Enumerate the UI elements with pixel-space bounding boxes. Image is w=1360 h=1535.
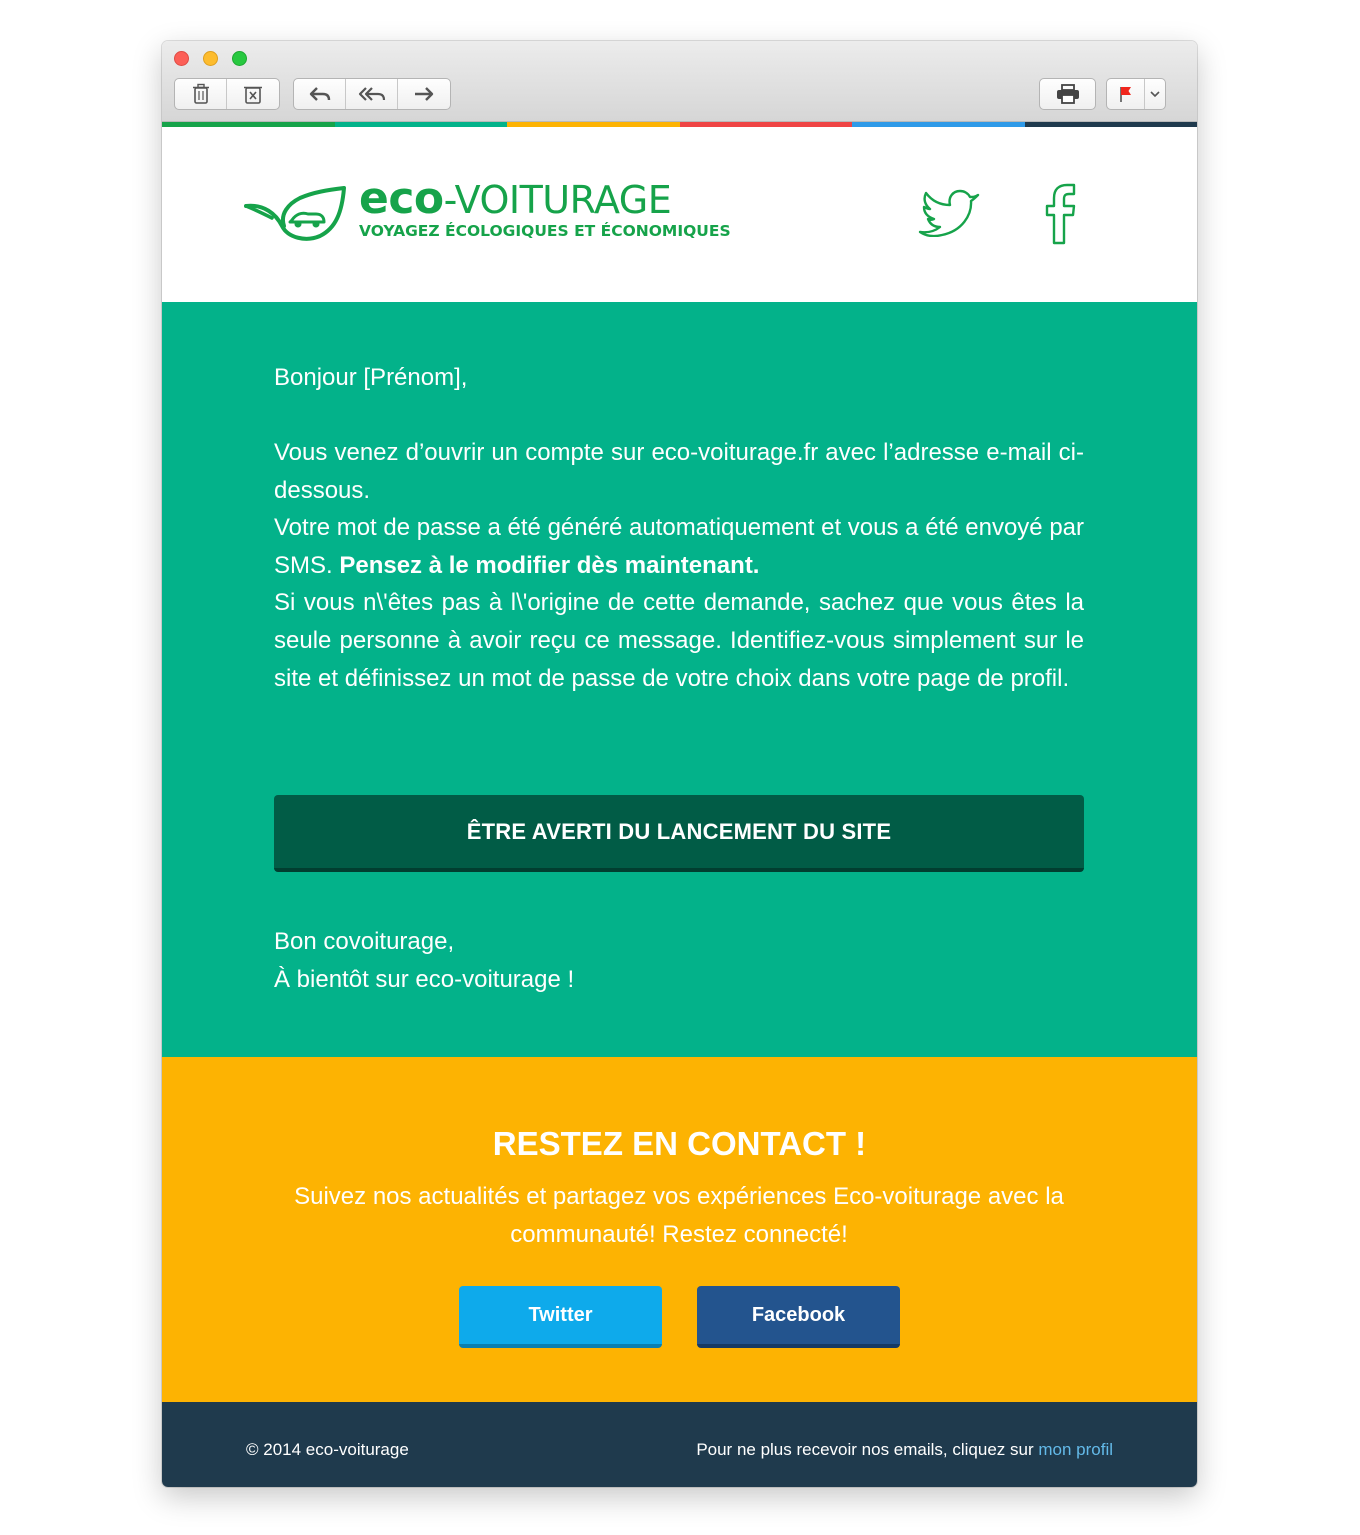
delete-group — [174, 78, 280, 110]
minimize-window-button[interactable] — [203, 51, 218, 66]
flag-button[interactable] — [1107, 79, 1145, 109]
reply-group — [293, 78, 451, 110]
trash-icon — [191, 83, 211, 105]
unsubscribe-label: Pour ne plus recevoir nos emails, cliquez sur — [696, 1440, 1039, 1459]
signoff-line-1: Bon covoiturage, — [274, 928, 455, 955]
contact-text: Suivez nos actualités et partagez vos expériences Eco-voiturage avec la communauté! Restez connecté! — [294, 1183, 1064, 1248]
profile-link[interactable]: mon profil — [1038, 1440, 1113, 1459]
delete-button[interactable] — [175, 79, 227, 109]
twitter-button[interactable]: Twitter — [459, 1286, 662, 1348]
contact-section — [162, 1057, 1197, 1402]
contact-title: RESTEZ EN CONTACT ! — [492, 1125, 867, 1162]
password-text: Votre mot de passe a été généré automatiquement et vous a été envoyé par SMS. — [274, 514, 1084, 579]
message-line-password — [274, 509, 1084, 584]
copyright: © 2014 eco-voiturage — [246, 1440, 409, 1459]
logo-eco: eco — [359, 173, 444, 224]
reply-all-icon — [357, 85, 387, 103]
close-window-button[interactable] — [174, 51, 189, 66]
email-footer — [162, 1402, 1197, 1487]
mail-toolbar — [162, 41, 1197, 122]
chevron-down-icon — [1150, 90, 1160, 98]
greeting: Bonjour [Prénom], — [274, 364, 468, 391]
print-icon — [1055, 83, 1081, 105]
message-line-account: Vous venez d’ouvrir un compte sur eco-voiturage.fr avec l’adresse e-mail ci-dessous. — [274, 439, 1084, 504]
logo-wordmark — [359, 173, 731, 224]
junk-button[interactable] — [227, 79, 279, 109]
message-line-origin: Si vous n\'êtes pas à l\'origine de cette demande, sachez que vous êtes la seule personne à avoir reçu ce message. Identifiez-vous simplement sur le site et définissez un mot de passe de votre choix dans votre page de profil. — [274, 589, 1084, 692]
junk-icon — [242, 83, 264, 105]
signoff-line-2: À bientôt sur eco-voiturage ! — [274, 965, 575, 993]
password-warning: Pensez à le modifier dès maintenant. — [339, 551, 760, 579]
facebook-button[interactable]: Facebook — [697, 1286, 900, 1348]
mail-window — [162, 41, 1197, 1487]
email-header — [162, 127, 1197, 302]
launch-notify-button[interactable]: ÊTRE AVERTI DU LANCEMENT DU SITE — [274, 795, 1084, 872]
print-group — [1039, 78, 1096, 110]
logo-voiturage: -VOITURAGE — [443, 178, 672, 222]
flag-group — [1106, 78, 1166, 110]
forward-icon — [412, 85, 436, 103]
reply-button[interactable] — [294, 79, 346, 109]
flag-menu-button[interactable] — [1145, 79, 1165, 109]
logo-text — [359, 173, 731, 240]
facebook-icon[interactable] — [1042, 183, 1078, 245]
eco-voiturage-logo-icon — [244, 184, 348, 244]
twitter-icon[interactable] — [918, 187, 982, 237]
signoff — [274, 923, 1084, 998]
reply-all-button[interactable] — [346, 79, 398, 109]
flag-icon — [1118, 85, 1134, 103]
forward-button[interactable] — [398, 79, 450, 109]
reply-icon — [308, 85, 332, 103]
print-button[interactable] — [1040, 79, 1095, 109]
zoom-window-button[interactable] — [232, 51, 247, 66]
unsubscribe-text — [696, 1440, 1113, 1460]
message-body — [162, 302, 1197, 1057]
logo-tagline: VOYAGEZ ÉCOLOGIQUES ET ÉCONOMIQUES — [359, 222, 731, 240]
message-paragraph — [274, 434, 1084, 697]
